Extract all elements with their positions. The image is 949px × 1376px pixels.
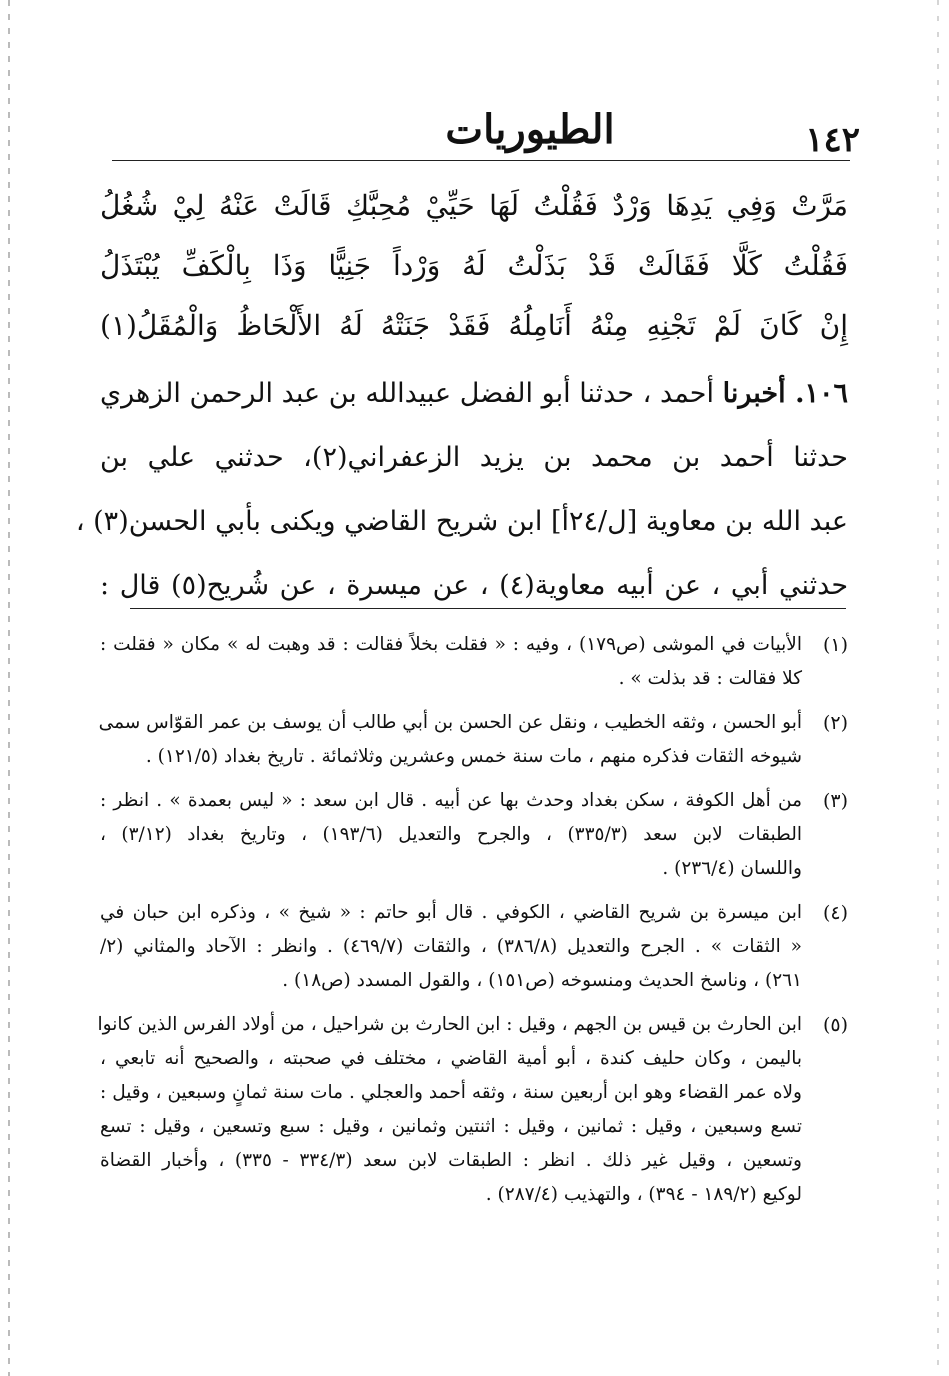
footnote-text (100, 784, 802, 886)
footnote-line: وتسعين ، وقيل غير ذلك . انظر : الطبقات لابن سعد (٣٣٤/٣ - ٣٣٥) ، وأخبار القضاة (100, 1150, 802, 1171)
scan-edge-left (8, 0, 10, 1376)
footnote-line: أبو الحسن ، وثقه الخطيب ، ونقل عن الحسن بن أبي طالب أن يوسف بن عمر القوّاس سمى (98, 712, 802, 733)
footnote-line: ٢٦١) ، وناسخ الحديث ومنسوخه (ص١٥١) ، والقول المسدد (ص١٨) . (282, 970, 802, 991)
hadith-number: ١٠٦. أخبرنا (722, 378, 848, 409)
footnote-line: « الثقات » . الجرح والتعديل (٣٨٦/٨) ، والثقات (٤٦٩/٧) . وانظر : الآحاد والمثاني (٢/ (100, 936, 802, 957)
footnote-line: ابن ميسرة بن شريح القاضي ، الكوفي . قال أبو حاتم : « شيخ » ، وذكره ابن حبان في (100, 902, 802, 923)
footnote-number: (١) (822, 634, 848, 656)
running-title: الطيوريات (445, 106, 615, 153)
footnote-line: من أهل الكوفة ، سكن بغداد وحدث بها عن أبيه . قال ابن سعد : « ليس بعمدة » . انظر : (100, 790, 802, 811)
footnote-line: شيوخه الثقات فذكره منهم ، مات سنة خمس وعشرين وثلاثمائة . تاريخ بغداد (١٢١/٥) . (145, 746, 802, 767)
footnote (100, 896, 848, 998)
footnote-line: لوكيع (١٨٩/٢ - ٣٩٤) ، والتهذيب (٢٨٧/٤) . (485, 1184, 802, 1205)
hadith-line (100, 362, 848, 426)
footnote-line: تسع وسبعين ، وقيل : ثمانين ، وقيل : اثنتين وثمانين ، وقيل : سبع وتسعين ، وقيل : تسع (100, 1116, 802, 1137)
footnote-line: الأبيات في الموشى (ص١٧٩) ، وفيه : « فقلت بخلاً فقالت : قد وهبت له » مكان « فقلت : (100, 634, 802, 655)
page-header (100, 104, 860, 160)
page-number: ١٤٢ (805, 120, 860, 160)
verse-line: إِنْ كَانَ لَمْ تَجْنِهِ مِنْهُ أَنَامِلُهُ فَقَدْ جَنَتْهُ لَهُ الأَلْحَاظُ وَالْمُقَلُ(١) (100, 309, 848, 342)
footnote (97, 1008, 848, 1212)
footnote-line: باليمن ، وكان حليف كندة ، أبو أمية القاضي ، مختلف في صحبته ، والصحيح أنه تابعي ، (100, 1048, 802, 1069)
hadith-line: حدثني أبي ، عن أبيه معاوية(٤) ، عن ميسرة ، عن شُريح(٥) قال : (100, 570, 849, 601)
verse-line: فَقُلْتُ كَلَّا فَقَالَتْ قَدْ بَذَلْتُ لَهُ وَرْداً جَنِيًّا وَذَا بِالْكَفِّ يُبْتَذَلُ (100, 249, 848, 282)
footnote-text (100, 706, 802, 774)
scan-edge-right (937, 0, 939, 1376)
footnote-line: واللسان (٢٣٦/٤) . (662, 858, 802, 879)
hadith-line: عبد الله بن معاوية [ل/٢٤أ] ابن شريح القاضي ويكنى بأبي الحسن(٣) ، (75, 506, 848, 537)
footnote-line: الطبقات لابن سعد (٣٣٥/٣) ، والجرح والتعديل (١٩٣/٦) ، وتاريخ بغداد (٣/١٢) ، (100, 824, 803, 845)
footnote (100, 706, 848, 774)
hadith-text (75, 362, 849, 618)
footnote-line: ولاه عمر القضاء وهو ابن أربعين سنة ، وثقه أحمد والعجلي . مات سنة ثمانٍ وسبعين ، وقيل : (100, 1082, 802, 1103)
hadith-line: حدثنا أحمد بن محمد بن يزيد الزعفراني(٢)، حدثني علي بن (100, 442, 848, 473)
footnote (100, 628, 848, 696)
footnote (100, 784, 848, 886)
footnotes (97, 628, 848, 1222)
footnote-line: ابن الحارث بن قيس بن الجهم ، وقيل : ابن الحارث بن شراحيل ، من أولاد الفرس الذين كانوا (97, 1014, 802, 1035)
footnote-number: (٤) (822, 902, 848, 924)
footnote-line: كلا فقالت : قد بذلت » . (618, 668, 802, 689)
footnote-text (100, 628, 802, 696)
footnote-number: (٥) (822, 1014, 848, 1036)
hadith-line-text: أحمد ، حدثنا أبو الفضل عبيدالله بن عبد الرحمن الزهري (100, 378, 723, 409)
verse-line: مَرَّتْ وَفِي يَدِهَا وَرْدٌ فَقُلْتُ لَهَا حَيِّيْ مُحِبَّكِ قَالَتْ عَنْهُ لِيْ شُغُلُ (100, 189, 848, 222)
footnote-number: (٣) (822, 790, 848, 812)
footnote-text (97, 1008, 802, 1212)
header-rule (112, 160, 850, 161)
footnote-number: (٢) (822, 712, 848, 734)
footnote-rule (130, 608, 846, 609)
footnote-text (100, 896, 802, 998)
poetry-verses (100, 176, 848, 356)
